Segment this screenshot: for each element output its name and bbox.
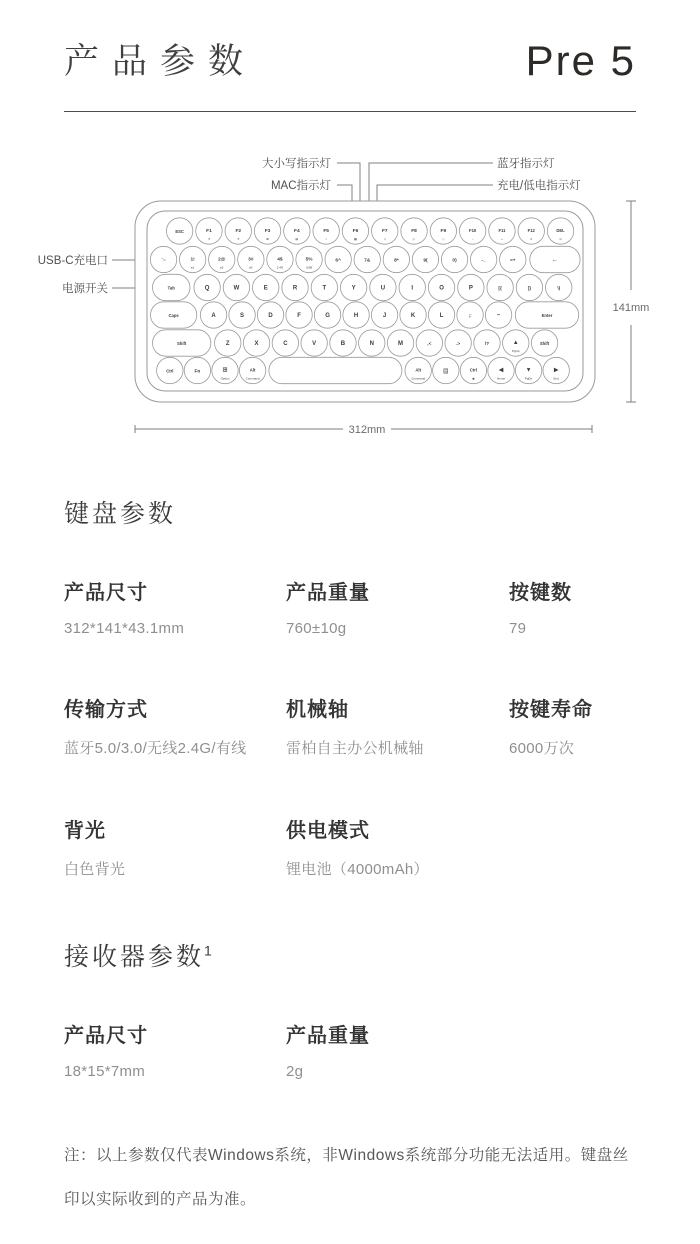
svg-text:X: X [254,341,259,348]
svg-text:F2: F2 [235,229,242,234]
spec-label: 背光 [64,820,106,842]
key-e [253,274,279,300]
key-w [223,274,249,300]
spec-label: 产品重量 [286,1025,370,1047]
key-f7 [372,218,398,244]
svg-text:D: D [268,313,273,320]
svg-text:7&: 7& [364,258,371,264]
svg-text:Home: Home [496,376,506,381]
key-space [485,302,511,328]
key-3 [238,246,264,272]
svg-text:F9: F9 [440,229,447,234]
key-n [359,330,385,356]
svg-text:9(: 9( [423,258,428,264]
key-b [330,330,356,356]
svg-text:G: G [325,313,330,320]
key-esc [166,218,192,244]
svg-text:Ctrl: Ctrl [166,368,174,374]
svg-text:]}: ]} [527,286,532,292]
svg-text:←: ← [551,257,558,264]
svg-text:Command: Command [245,376,260,381]
svg-text:≡: ≡ [530,236,533,241]
keyboard-spec-row-2 [64,693,636,758]
key-c [272,330,298,356]
key-space [516,274,542,300]
svg-text:◁: ◁ [383,236,386,241]
spec-item-transmission [64,693,286,758]
keyboard-diagram [0,144,700,450]
spacer [64,758,636,814]
key-x [243,330,269,356]
brand-logo-pre5: Pre 5 [525,37,636,84]
svg-text:♪: ♪ [325,236,327,241]
key-del [547,218,573,244]
spec-item-empty [509,1019,636,1080]
key-y [340,274,366,300]
svg-text:F5: F5 [323,229,329,234]
svg-text:I: I [411,285,414,292]
key-h [343,302,369,328]
key-space [269,357,402,383]
key-g [314,302,340,328]
svg-text:[{: [{ [498,286,502,292]
svg-text:▶: ▶ [553,367,559,374]
key-f10 [459,218,485,244]
key-1 [179,246,205,272]
svg-text:N: N [369,341,374,348]
keyboard-spec-row-3 [64,814,636,879]
section-title-keyboard [64,494,636,530]
receiver-spec-row-1 [64,1019,636,1080]
key-f3 [254,218,280,244]
svg-text:3#: 3# [248,257,254,263]
svg-text:Alt: Alt [249,367,256,373]
svg-text:8*: 8* [394,258,399,264]
callout-charge-indicator: 充电/低电指示灯 [497,180,581,192]
key-8 [383,246,409,272]
svg-text:U: U [380,285,386,292]
key-j [371,302,397,328]
svg-text:Ctrl: Ctrl [469,367,478,373]
spec-label: 机械轴 [286,699,349,721]
key-u [370,274,396,300]
key-space [546,274,572,300]
spec-item-receiver-weight [286,1019,509,1080]
svg-text:F4: F4 [294,229,300,234]
svg-text:▦: ▦ [354,236,357,241]
svg-text:P: P [468,285,473,292]
svg-text:6^: 6^ [335,258,341,264]
spec-item-power-mode [286,814,509,879]
spec-value: 79 [509,620,527,637]
key-d [257,302,283,328]
key-7 [354,246,380,272]
key-space [543,357,569,383]
spec-value: 蓝牙5.0/3.0/无线2.4G/有线 [64,740,247,757]
dimension-width-label: 312mm [348,424,386,436]
key-space [212,357,238,383]
key-space [433,357,459,383]
section-title-keyboard-text: 键盘参数 [64,500,177,528]
svg-text:=+: =+ [509,258,516,264]
svg-text:Z: Z [225,341,230,348]
svg-text:F11: F11 [498,228,506,233]
key-space [488,357,514,383]
spec-label: 产品重量 [286,582,370,604]
svg-text:ESC: ESC [175,229,184,235]
key-space [445,330,471,356]
key-space [474,330,500,356]
key-f6 [342,218,368,244]
svg-text:Enter: Enter [541,313,553,319]
svg-text:E: E [263,285,268,292]
key-shift [531,330,557,356]
svg-text:▤: ▤ [295,236,299,241]
header-divider [64,111,636,112]
svg-text:Y: Y [351,285,356,292]
svg-text:A: A [211,313,216,320]
key-f [286,302,312,328]
spec-label: 按键寿命 [509,699,593,721]
svg-text:2@: 2@ [218,257,226,263]
svg-text:S: S [240,313,245,320]
key-space [515,357,541,383]
svg-text:F10: F10 [469,228,477,233]
svg-text:0): 0) [452,258,457,264]
key-m [387,330,413,356]
spec-item-weight [286,576,509,637]
svg-text:◇: ◇ [442,236,445,241]
key-9 [412,246,438,272]
key-space [530,246,580,272]
spec-value: 18*15*7mm [64,1063,146,1080]
svg-text:J: J [382,313,387,320]
svg-text:1!: 1! [190,257,195,263]
key-r [282,274,308,300]
svg-text:✿: ✿ [266,236,269,241]
svg-text:H: H [353,313,359,320]
svg-text:F6: F6 [352,229,359,234]
key-ctrl [157,357,183,383]
svg-text:F1: F1 [206,229,212,234]
svg-text:M: M [398,341,404,348]
dimension-height [613,201,650,402]
spec-item-empty [509,814,636,879]
header [0,0,700,84]
svg-text:End: End [553,376,559,381]
section-title-receiver-text: 接收器参数 [64,943,205,971]
svg-text:\|: \| [557,286,561,292]
svg-text:◉: ◉ [472,376,475,381]
svg-text:☀: ☀ [236,236,240,241]
svg-text:,<: ,< [427,342,432,348]
key-shift [153,330,211,356]
svg-text:ʙ3: ʙ3 [249,265,253,270]
svg-text:+: + [501,236,503,241]
svg-text:L: L [439,313,444,320]
svg-text:Shift: Shift [177,341,187,347]
key-f12 [518,218,544,244]
spec-item-key-count [509,576,636,637]
svg-text:⊙: ⊙ [559,236,562,241]
key-space [416,330,442,356]
svg-text:B: B [340,341,346,348]
svg-text:R: R [292,285,298,292]
key-caps [151,302,197,328]
svg-text:Tab: Tab [167,285,175,291]
spec-item-receiver-size [64,1019,286,1080]
svg-text:F3: F3 [264,229,271,234]
svg-text:USB: USB [305,265,313,270]
key-4 [267,246,293,272]
svg-text:/?: /? [484,342,490,348]
svg-text:T: T [322,285,327,292]
spec-content [0,494,700,1222]
key-a [200,302,226,328]
callout-mac-indicator: MAC指示灯 [270,180,331,192]
dimension-height-label: 141mm [612,302,650,314]
svg-text:-_: -_ [481,258,486,264]
key-f8 [401,218,427,244]
svg-text:ʙ2: ʙ2 [220,265,224,270]
svg-text:F12: F12 [527,228,535,233]
spec-label: 按键数 [509,582,572,604]
callout-caps-indicator: 大小写指示灯 [262,158,331,170]
svg-text:W: W [233,285,240,292]
spec-value: 锂电池（4000mAh） [286,861,429,878]
svg-text:2.4G: 2.4G [276,265,284,270]
svg-text:.>: .> [456,342,461,348]
footnote-marker: 1 [204,942,212,959]
svg-text:'": '" [496,314,501,320]
svg-text:▷: ▷ [412,236,416,241]
svg-text:◀: ◀ [498,367,504,374]
svg-text:PgUp: PgUp [512,348,520,353]
spec-label: 供电模式 [286,820,370,842]
key-space [457,302,483,328]
key-6 [325,246,351,272]
key-s [229,302,255,328]
key-tab [153,274,190,300]
svg-text:▲: ▲ [512,340,519,346]
key-o [428,274,454,300]
svg-text:5%: 5% [305,257,313,263]
svg-text:Alt: Alt [415,367,421,373]
svg-text:Shift: Shift [539,341,550,347]
svg-text:Caps: Caps [168,313,179,319]
svg-text:PgDn: PgDn [524,376,533,381]
callout-bluetooth-indicator: 蓝牙指示灯 [497,158,555,170]
svg-text:Command: Command [411,376,426,381]
key-5 [296,246,322,272]
key-space [500,246,526,272]
spec-value: 2g [286,1063,304,1080]
svg-text:Option: Option [220,376,230,381]
spec-item-switch [286,693,509,758]
key-f5 [313,218,339,244]
spec-label: 产品尺寸 [64,582,148,604]
key-f11 [489,218,515,244]
key-space [503,330,529,356]
key-p [458,274,484,300]
spec-value: 雷柏自主办公机械轴 [286,740,424,757]
dimension-width [135,424,592,436]
svg-text:V: V [312,341,317,348]
key-2 [209,246,235,272]
keyboard-spec-row-1 [64,576,636,637]
spec-value: 白色背光 [64,861,126,878]
key-f9 [430,218,456,244]
spec-value: 6000万次 [509,740,575,757]
key-fn [184,357,210,383]
spec-item-backlight [64,814,286,879]
svg-text:▤: ▤ [442,368,449,375]
svg-text:−: − [471,236,474,241]
key-space [470,246,496,272]
key-f4 [284,218,310,244]
page-title: 产品参数 [64,42,257,81]
disclaimer-note: 注：以上参数仅代表Windows系统，非Windows系统部分功能无法适用。键盘丝印以实际收到的产品为准。 [64,1147,629,1208]
svg-text:C: C [283,341,288,348]
key-ctrl [460,357,486,383]
key-l [428,302,454,328]
svg-text:ʙ1: ʙ1 [191,265,195,270]
svg-text:⊞: ⊞ [222,367,228,374]
key-alt [239,357,265,383]
spec-item-key-life [509,693,636,758]
svg-text:K: K [410,313,416,320]
svg-text:F: F [297,313,301,320]
spec-label: 传输方式 [64,699,148,721]
svg-text:`~: `~ [161,258,166,264]
key-z [215,330,241,356]
svg-text:☀: ☀ [207,236,211,241]
key-i [399,274,425,300]
svg-text:DEL: DEL [556,228,565,233]
key-t [311,274,337,300]
key-f1 [196,218,222,244]
svg-text:F8: F8 [411,229,417,234]
svg-text:F7: F7 [381,229,388,234]
key-q [194,274,220,300]
spec-value: 312*141*43.1mm [64,620,185,637]
spec-item-size [64,576,286,637]
svg-text:Fn: Fn [194,369,201,375]
key-enter [515,302,578,328]
key-alt [405,357,431,383]
key-f2 [225,218,251,244]
svg-text:;:: ;: [468,314,472,320]
svg-text:Q: Q [204,285,210,292]
section-title-receiver [64,937,636,973]
key-space [487,274,513,300]
key-0 [441,246,467,272]
svg-text:O: O [439,285,444,292]
spacer [64,637,636,693]
spec-value: 760±10g [286,620,347,637]
svg-text:▼: ▼ [525,367,532,374]
spec-label: 产品尺寸 [64,1025,148,1047]
key-space [150,246,176,272]
callout-usbc-port: USB-C充电口 [37,255,108,267]
key-v [301,330,327,356]
svg-text:4$: 4$ [277,257,283,263]
callout-power-switch: 电源开关 [62,283,108,295]
key-k [400,302,426,328]
